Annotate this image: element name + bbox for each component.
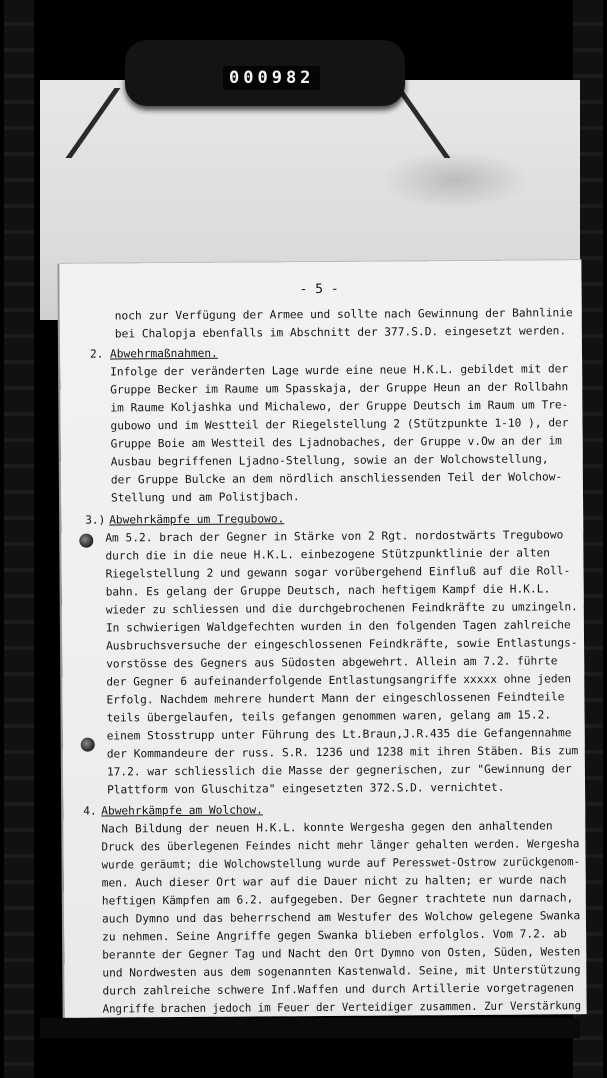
- paper-stain: [380, 150, 530, 210]
- frame-number-label: 000982: [223, 66, 320, 90]
- text-line: einem Stosstrupp unter Führung des Lt.Braun,J.R.435 die Gefangennahme: [106, 726, 572, 743]
- section-heading: Abwehrmaßnahmen.: [109, 346, 218, 361]
- text-line: Riegelstellung 2 und gewann sogar vorübergehend Einfluß auf die Roll-: [105, 564, 571, 581]
- section-heading: Abwehrkämpfe am Wolchow.: [101, 803, 263, 818]
- punch-hole: [79, 534, 93, 548]
- text-line: berannte der Gegner Tag und Nacht den Ort Dymno von Osten, Süden, Westen: [102, 945, 581, 962]
- text-line: auch Dymno und das beherrschend am Westufer des Wolchow gelegene Swanka: [101, 909, 581, 926]
- text-line: noch zur Verfügung der Armee und sollte nach Gewinnung der Bahnlinie: [114, 306, 573, 323]
- text-line: zu nehmen. Seine Angriffe gegen Swanka blieben erfolglos. Vom 7.2. ab: [102, 927, 567, 944]
- section-number: 2.: [89, 347, 104, 361]
- text-line: Druck des überlegenen Feindes nicht mehr länger gehalten werden. Wergesha: [101, 837, 580, 854]
- text-line: durch die in die neue H.K.L. einbezogene Stützpunktlinie der alten: [105, 546, 550, 563]
- text-line: im Raume Koljashka und Michalewo, der Gruppe Deutsch im Raum um Tre-: [110, 398, 569, 415]
- text-line: Am 5.2. brach der Gegner in Stärke von 2 Rgt. nordostwärts Tregubowo: [105, 528, 564, 545]
- text-line: vorstösse des Gegners aus Südosten abgewehrt. Allein am 7.2. führte: [106, 654, 558, 671]
- text-line: Angriffe brachen jedoch im Feuer der Verteidiger zusammen. Zur Verstärkung: [102, 999, 582, 1016]
- text-line: heftigen Kämpfen am 6.2. aufgegeben. Der Gegner trachtete nun darnach,: [101, 891, 574, 908]
- text-line: In schwierigen Waldgefechten wurden in den folgenden Tagen zahlreiche: [105, 618, 571, 635]
- text-line: Stellung und am Polistjbach.: [110, 490, 300, 505]
- text-line: bei Chalopja ebenfalls im Abschnitt der 377.S.D. eingesetzt werden.: [114, 324, 567, 341]
- text-line: 17.2. war schliesslich die Masse der gegnerischen, zur "Gewinnung der: [106, 762, 572, 779]
- text-line: wurde geräumt; die Wolchowstellung wurde auf Peresswet-Ostrow zurückgenom-: [101, 855, 581, 872]
- section-number: 4.: [83, 804, 97, 818]
- text-line: Gruppe Becker im Raume um Spasskaja, der Gruppe Heun an der Rollbahn: [110, 380, 569, 397]
- text-line: durch zahlreiche schwere Inf.Waffen und durch Artillerie vorgetragenen: [102, 981, 574, 998]
- text-line: Plattform von Gluschitza" eingesetzten 372.S.D. vernichtet.: [107, 780, 505, 797]
- page-number: - 5 -: [299, 281, 339, 298]
- section-number: 3.): [85, 513, 106, 527]
- text-line: men. Auch dieser Ort war auf die Dauer nicht zu halten; er wurde nach: [101, 873, 567, 890]
- text-line: gubowo und im Westteil der Riegelstellung 2 (Stützpunkte 1-10 ), der: [110, 416, 569, 433]
- text-line: teils übergelaufen, teils gefangen genommen waren, gelang am 15.2.: [106, 708, 552, 725]
- text-line: der Gegner 6 aufeinanderfolgende Entlastungsangriffe xxxxx ohne jeden: [106, 672, 572, 689]
- text-line: Gruppe Boie am Westteil des Ljadnobaches, der Gruppe v.Ow an der im: [110, 434, 562, 451]
- text-line: Infolge der veränderten Lage wurde eine neue H.K.L. gebildet mit der: [110, 362, 569, 379]
- text-line: Ausbau begriffenen Ljadno-Stellung, sowie an der Wolchowstellung,: [110, 452, 549, 469]
- text-line: Nach Bildung der neuen H.K.L. konnte Wergesha gegen den anhaltenden: [101, 819, 553, 836]
- film-strip-left: [4, 0, 34, 1078]
- text-line: der Kommandeure der russ. S.R. 1236 und 1238 mit ihren Stäben. Bis zum: [106, 744, 579, 761]
- text-line: bahn. Es gelang der Gruppe Deutsch, nach heftigem Kampf die H.K.L.: [105, 582, 551, 599]
- section-heading: Abwehrkämpfe um Tregubowo.: [109, 512, 285, 527]
- film-bottom-edge: [40, 1018, 580, 1038]
- punch-hole: [81, 738, 95, 752]
- text-line: der Gruppe Bulcke an dem nördlich anschliessenden Teil der Wolchow-: [110, 470, 563, 487]
- text-line: Ausbruchsversuche der eingeschlossenen Feindkräfte, sowie Entlastungs-: [105, 636, 578, 653]
- text-line: wieder zu schliessen und die durchgebrochenen Feindkräfte zu umzingeln.: [105, 600, 578, 617]
- text-line: Erfolg. Nachdem mehrere hundert Mann der eingeschlossenen Feindteile: [106, 690, 565, 707]
- text-line: und Nordwesten aus dem sogenannten Kastenwald. Seine, mit Unterstützung: [102, 963, 581, 980]
- document-page: [59, 260, 586, 1018]
